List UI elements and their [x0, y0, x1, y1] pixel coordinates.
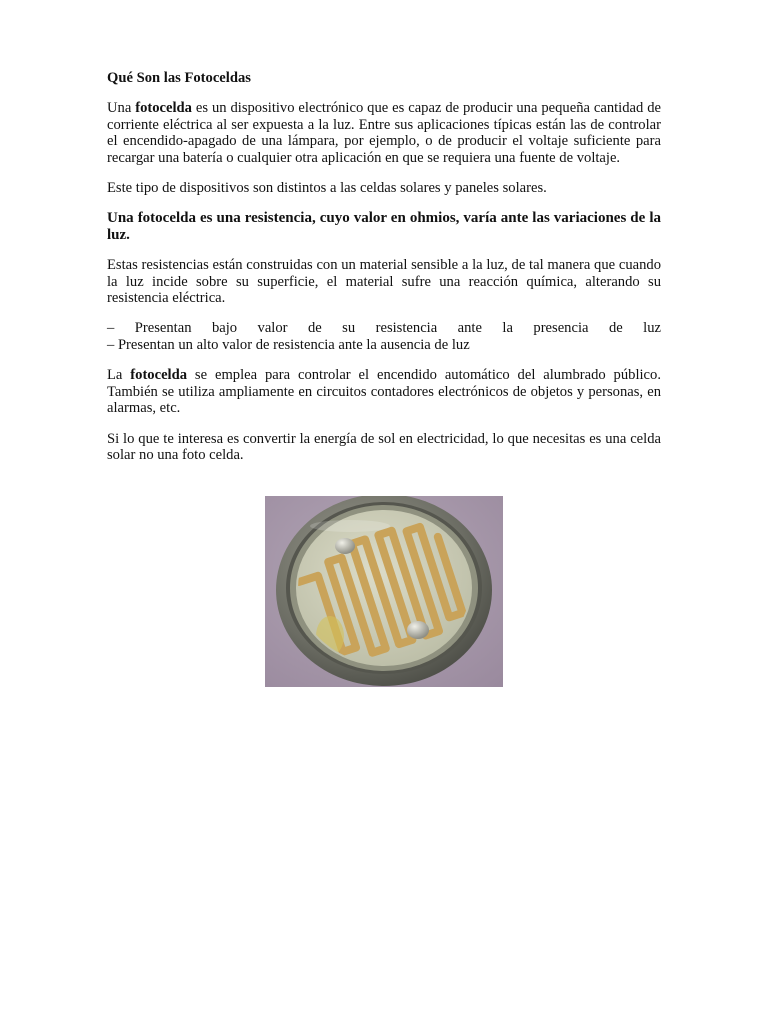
photocell-icon	[265, 496, 503, 687]
section-heading: Una fotocelda es una resistencia, cuyo valor en ohmios, varía ante las variaciones de la luz.	[107, 210, 661, 243]
photocell-photo	[265, 496, 503, 687]
intro-rest: es un dispositivo electrónico que es capaz de producir una pequeña cantidad de corriente eléctrica al ser expuesta a la luz. Entre sus aplicaciones típicas están las de controlar el encendido-apagado de una lámpara, por ejemplo, o de producir el voltaje suficiente para recargar una batería o cualquier otra aplicación en que se requiera una fuente de voltaje.	[107, 100, 661, 166]
document-body	[107, 70, 661, 477]
paragraph-uses	[107, 367, 661, 416]
intro-start: Una	[107, 100, 136, 117]
term-fotocelda-2: fotocelda	[130, 367, 188, 384]
paragraph-solar-note: Si lo que te interesa es convertir la energía de sol en electricidad, lo que necesitas es una celda solar no una foto celda.	[107, 430, 661, 463]
bullet-list	[107, 320, 661, 353]
paragraph-construction: Estas resistencias están construidas con un material sensible a la luz, de tal manera que cuando la luz incide sobre su superficie, el material sufre una reacción química, alterando su resistencia eléctrica.	[107, 257, 661, 307]
uses-start: La	[107, 367, 131, 384]
paragraph-distinction: Este tipo de dispositivos son distintos a las celdas solares y paneles solares.	[107, 180, 547, 197]
term-fotocelda: fotocelda	[135, 100, 192, 117]
uses-rest: se emplea para controlar el encendido automático del alumbrado público. También se utiliza ampliamente en circuitos contadores electrónicos de objetos y personas, en alarmas, etc.	[107, 367, 661, 417]
paragraph-intro	[107, 100, 661, 166]
bullet-item-light: – Presentan bajo valor de su resistencia ante la presencia de luz	[107, 320, 661, 337]
bullet-item-dark: – Presentan un alto valor de resistencia ante la ausencia de luz	[107, 336, 470, 353]
document-title: Qué Son las Fotoceldas	[107, 70, 251, 86]
